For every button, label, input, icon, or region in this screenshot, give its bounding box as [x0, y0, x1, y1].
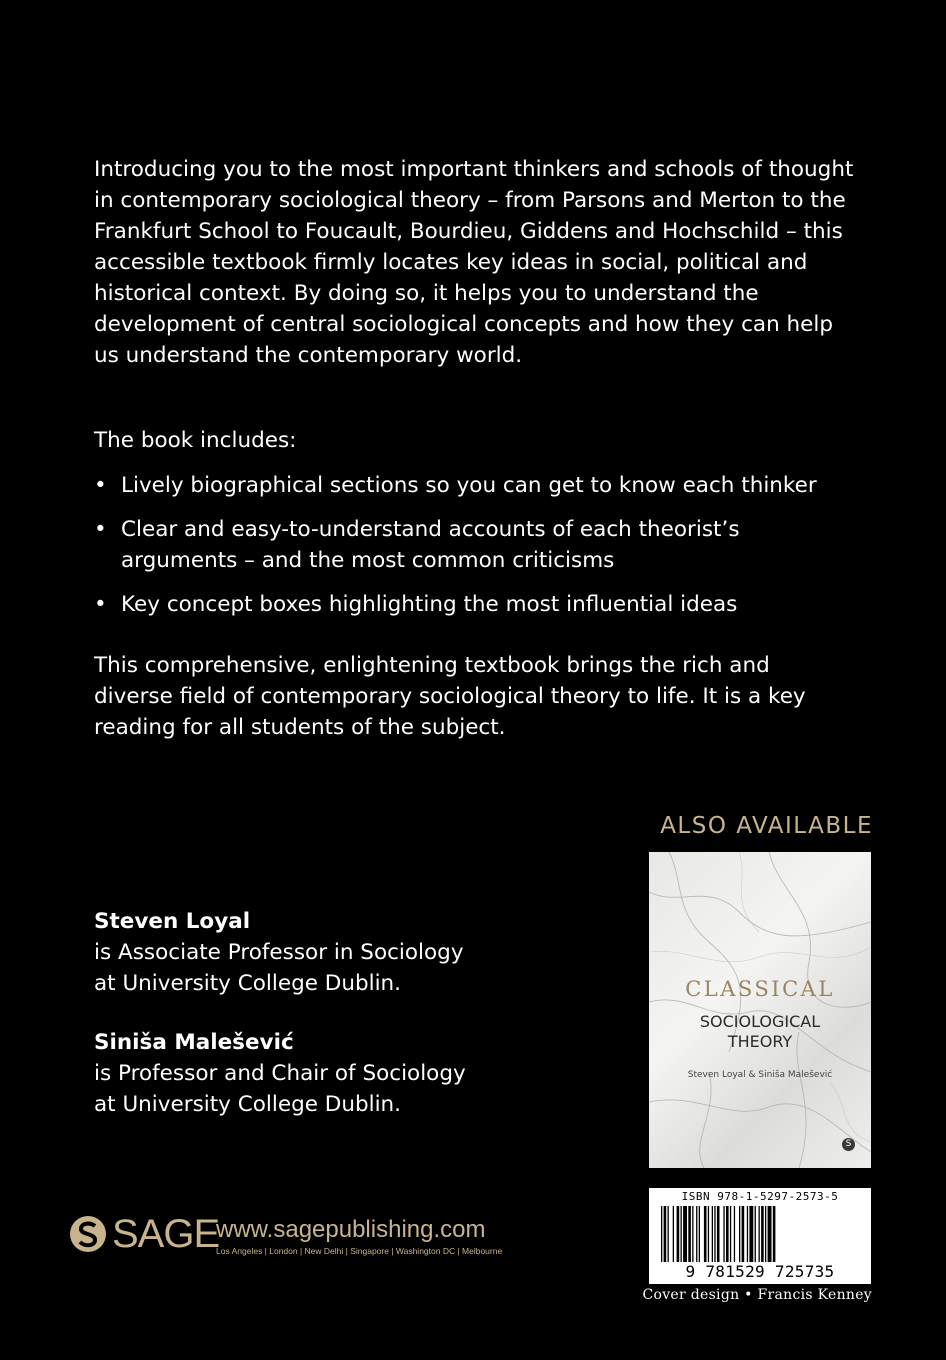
list-item-text: Clear and easy-to-understand accounts of each theorist’s arguments – and the most common criticisms — [121, 517, 740, 573]
list-item — [94, 589, 854, 620]
outro-paragraph: This comprehensive, enlightening textbook brings the rich and diverse field of contemporary sociological theory to life. It is a key reading for all students of the subject. — [94, 653, 806, 740]
author-bio-malesevic — [94, 1027, 466, 1120]
publisher-name: SAGE — [112, 1212, 220, 1256]
author-affiliation-line: at University College Dublin. — [94, 1092, 402, 1117]
also-available-book-cover[interactable] — [649, 852, 871, 1168]
isbn-barcode — [649, 1188, 871, 1284]
also-available-heading: ALSO AVAILABLE — [660, 813, 873, 839]
barcode-digits: 9 781529 725735 — [685, 1262, 835, 1281]
publisher-block — [68, 1212, 503, 1268]
bullet-icon: • — [94, 473, 107, 498]
sage-logo-icon: S — [842, 1138, 855, 1151]
author-affiliation-line: at University College Dublin. — [94, 971, 402, 996]
publisher-cities: Los Angeles | London | New Delhi | Singapore | Washington DC | Melbourne — [216, 1246, 503, 1256]
book-authors: Steven Loyal & Siniša Malešević — [687, 1070, 833, 1080]
cover-design-credit: Cover design • Francis Kenney — [642, 1287, 872, 1303]
author-role-line: is Associate Professor in Sociology — [94, 940, 464, 965]
intro-paragraph: Introducing you to the most important thinkers and schools of thought in contemporary sociological theory – from Parsons and Merton to the Frankfurt School to Foucault, Bourdieu, Giddens and Hochschild – this accessible textbook firmly locates key ideas in social, political and historical context. By doing so, it helps you to understand the development of central sociological concepts and how they can help us understand the contemporary world. — [94, 157, 854, 368]
sage-logo-icon — [68, 1214, 108, 1254]
list-item — [94, 470, 854, 501]
publisher-url[interactable]: www.sagepublishing.com — [216, 1216, 486, 1243]
author-name: Siniša Malešević — [94, 1030, 294, 1055]
author-bio-loyal — [94, 906, 464, 999]
book-title-sociological-theory — [649, 1012, 871, 1052]
list-item — [94, 514, 854, 576]
feature-list — [94, 470, 854, 633]
bullet-icon: • — [94, 517, 107, 542]
isbn-label: ISBN 978-1-5297-2573-5 — [681, 1190, 839, 1203]
book-title-line: THEORY — [727, 1032, 793, 1051]
includes-heading: The book includes: — [94, 428, 297, 453]
list-item-text: Key concept boxes highlighting the most influential ideas — [121, 592, 738, 617]
bullet-icon: • — [94, 592, 107, 617]
list-item-text: Lively biographical sections so you can get to know each thinker — [121, 473, 817, 498]
book-title-classical: CLASSICAL — [685, 977, 835, 1001]
book-title-line: SOCIOLOGICAL — [699, 1012, 821, 1031]
author-role-line: is Professor and Chair of Sociology — [94, 1061, 466, 1086]
marble-texture-icon — [649, 852, 871, 1168]
author-name: Steven Loyal — [94, 909, 251, 934]
